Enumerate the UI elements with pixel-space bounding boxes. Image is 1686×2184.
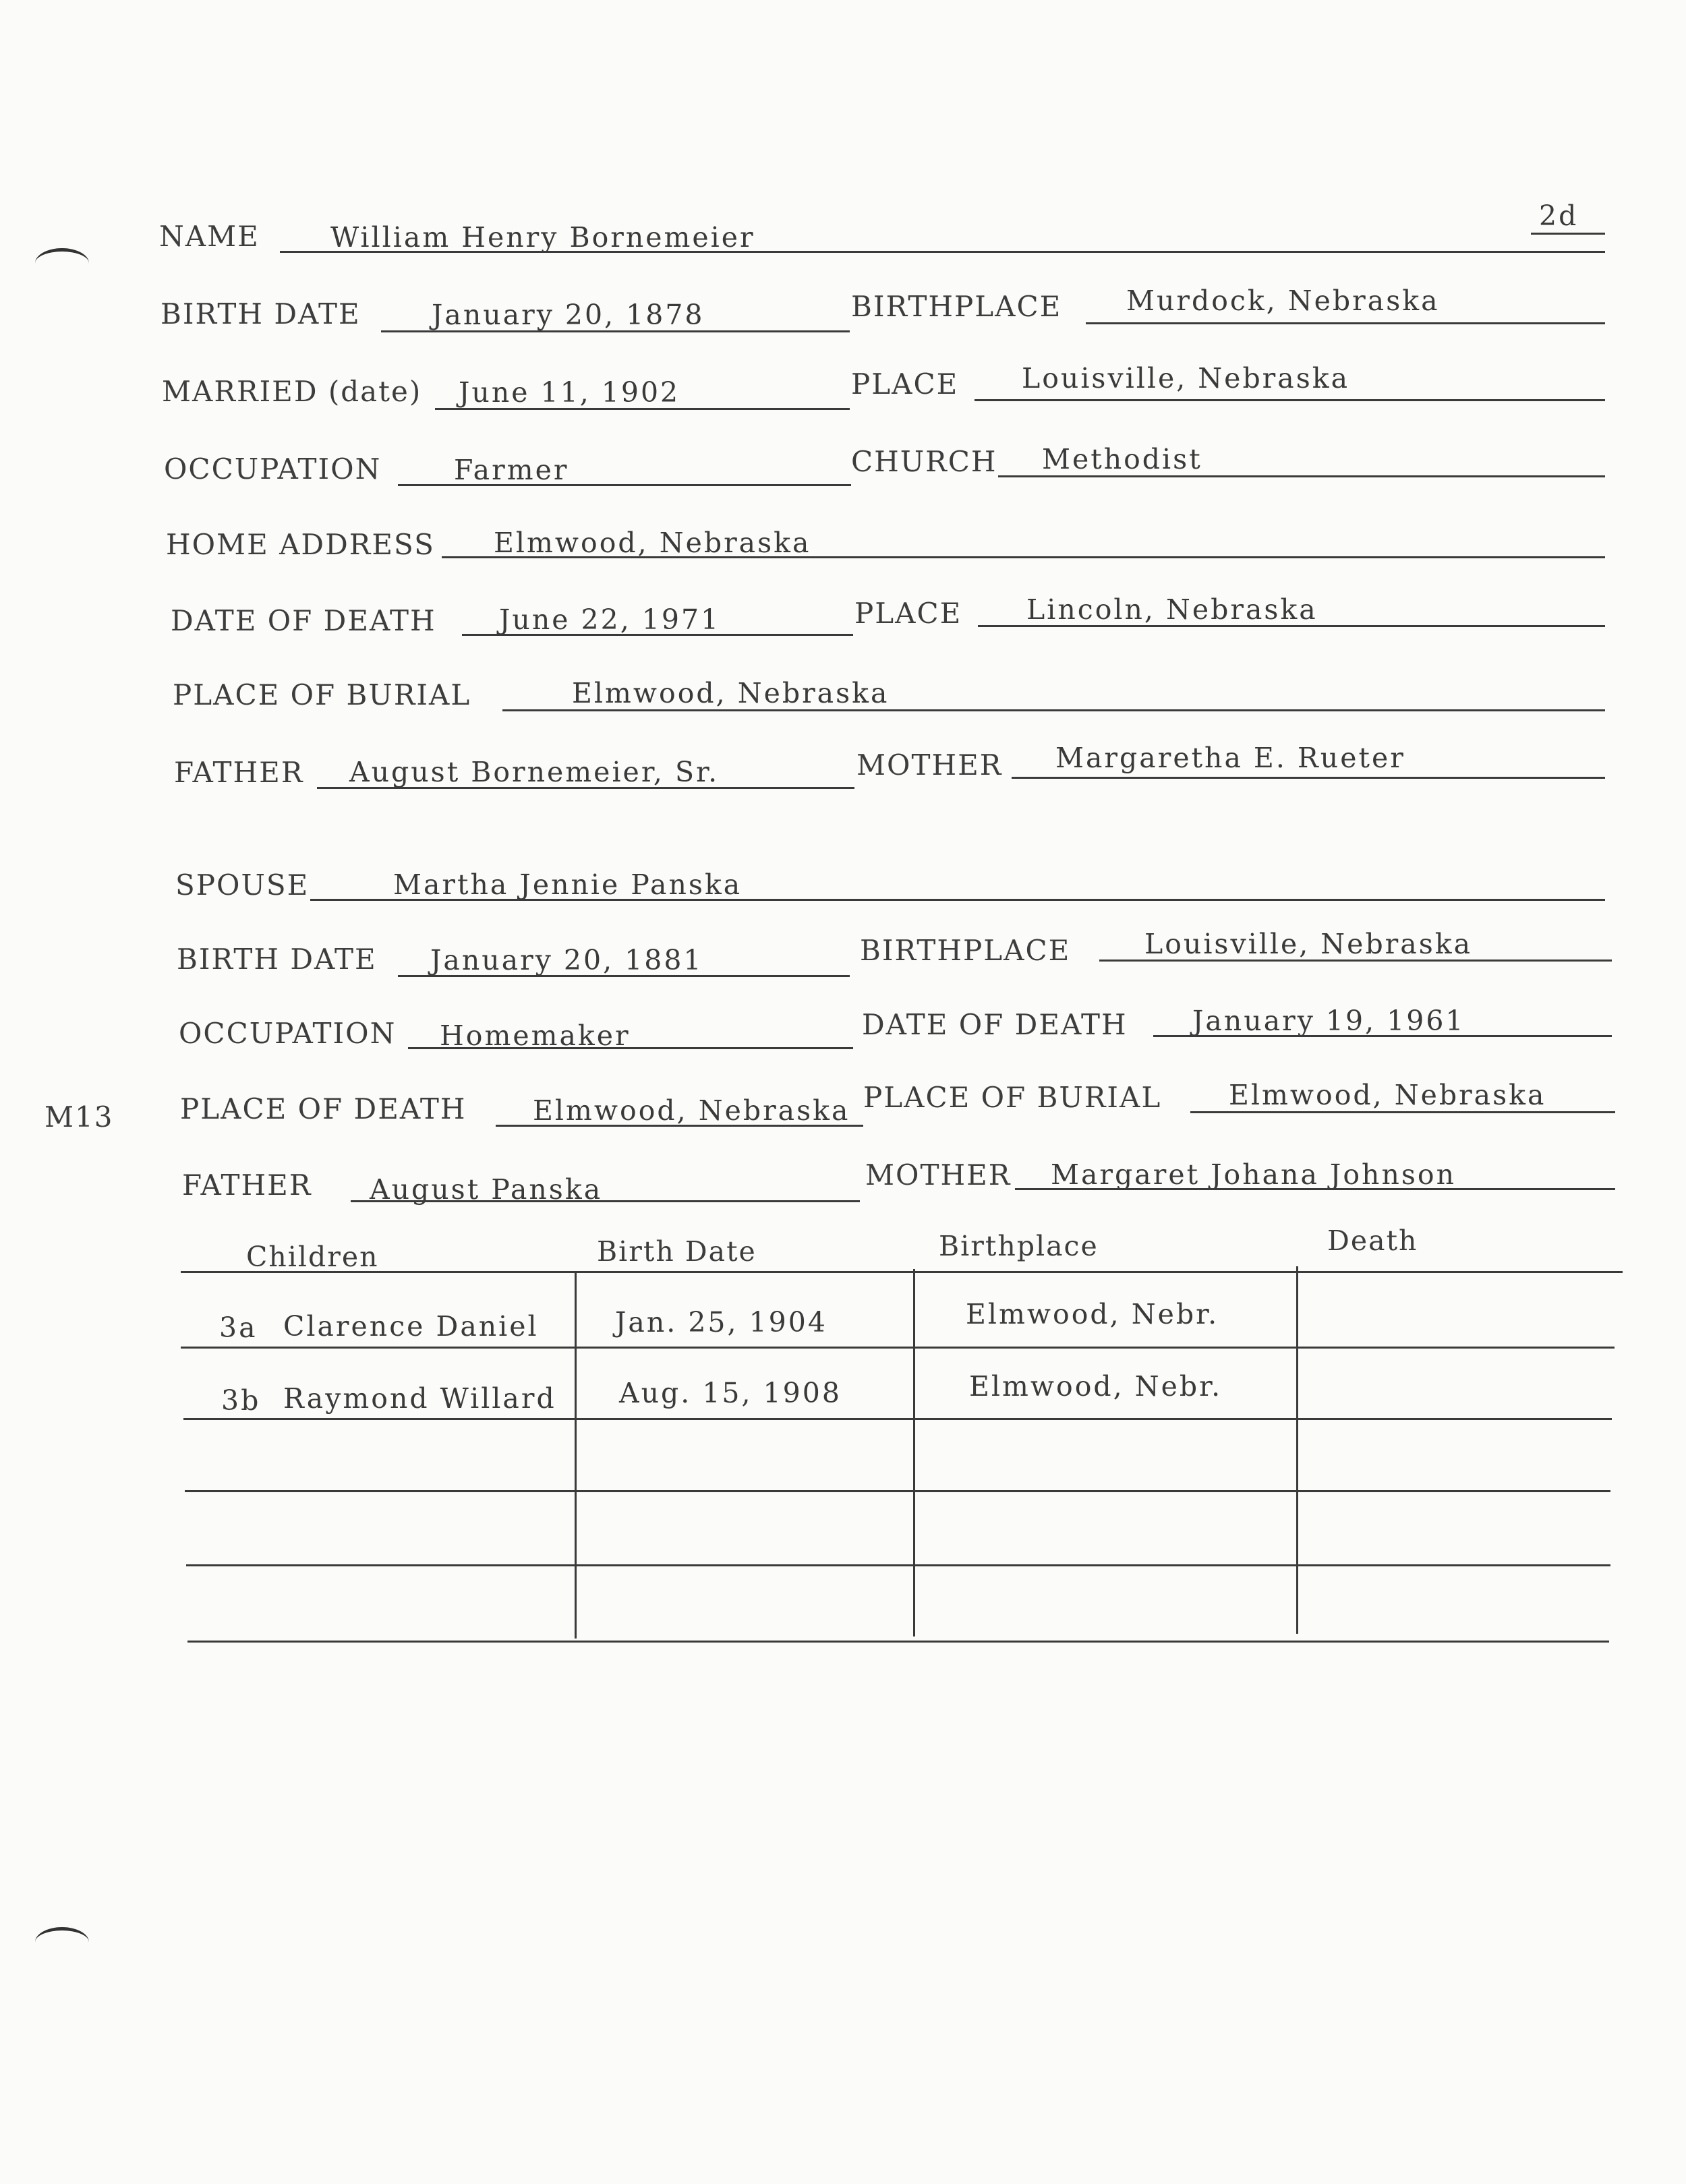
- married-value: June 11, 1902: [459, 376, 680, 409]
- occupation-value: Farmer: [454, 454, 569, 486]
- mother-value: Margaretha E. Rueter: [1055, 742, 1405, 774]
- spouse-birthplace-label: BIRTHPLACE: [860, 934, 1071, 967]
- table-col-divider-3: [1296, 1266, 1298, 1634]
- married-line: [435, 408, 850, 410]
- name-label: NAME: [159, 220, 260, 253]
- binder-hole-mark-top: [35, 248, 89, 278]
- birth-date-header: Birth Date: [597, 1235, 757, 1268]
- birth-date-label: BIRTH DATE: [161, 297, 361, 330]
- birthplace-header: Birthplace: [939, 1230, 1099, 1262]
- child-code: 3b: [221, 1384, 261, 1417]
- spouse-place-of-death-label: PLACE OF DEATH: [180, 1092, 467, 1125]
- spouse-birth-date-label: BIRTH DATE: [177, 943, 377, 976]
- margin-code: M13: [45, 1100, 114, 1133]
- spouse-date-of-death-line: [1153, 1035, 1612, 1037]
- spouse-date-of-death-label: DATE OF DEATH: [862, 1008, 1128, 1041]
- table-header-line: [181, 1271, 1623, 1273]
- place-of-burial-value: Elmwood, Nebraska: [572, 677, 890, 709]
- home-address-value: Elmwood, Nebraska: [494, 527, 811, 559]
- table-row-line-1: [181, 1347, 1615, 1349]
- birthplace-line: [1086, 322, 1605, 324]
- spouse-occupation-line: [408, 1047, 853, 1049]
- married-place-value: Louisville, Nebraska: [1022, 362, 1350, 394]
- spouse-label: SPOUSE: [175, 868, 310, 902]
- date-of-death-value: June 22, 1971: [499, 603, 721, 636]
- place-of-burial-line: [502, 709, 1605, 711]
- child-name: Clarence Daniel: [283, 1310, 539, 1342]
- birthplace-label: BIRTHPLACE: [851, 290, 1062, 323]
- father-value: August Bornemeier, Sr.: [349, 756, 720, 788]
- spouse-place-of-burial-line: [1190, 1111, 1615, 1113]
- birth-date-value: January 20, 1878: [432, 299, 705, 331]
- child-name: Raymond Willard: [283, 1382, 556, 1415]
- child-birthplace: Elmwood, Nebr.: [969, 1370, 1223, 1403]
- home-address-line: [442, 556, 1605, 558]
- spouse-father-line: [351, 1200, 860, 1202]
- name-value: William Henry Bornemeier: [330, 221, 755, 254]
- married-label: MARRIED (date): [162, 375, 422, 408]
- spouse-place-of-death-value: Elmwood, Nebraska: [533, 1094, 850, 1127]
- page-number-underline: [1531, 233, 1605, 235]
- child-birth-date: Jan. 25, 1904: [615, 1306, 827, 1338]
- table-row-line-2: [183, 1418, 1612, 1420]
- spouse-occupation-value: Homemaker: [440, 1020, 631, 1052]
- death-header: Death: [1327, 1224, 1418, 1257]
- spouse-place-of-death-line: [496, 1125, 863, 1127]
- death-place-line: [978, 625, 1605, 627]
- mother-label: MOTHER: [856, 748, 1003, 781]
- spouse-occupation-label: OCCUPATION: [179, 1017, 397, 1050]
- child-birthplace: Elmwood, Nebr.: [966, 1298, 1219, 1330]
- spouse-mother-line: [1015, 1188, 1615, 1190]
- spouse-birthplace-value: Louisville, Nebraska: [1144, 928, 1473, 960]
- table-row-line-3: [185, 1490, 1610, 1492]
- spouse-mother-label: MOTHER: [865, 1158, 1012, 1191]
- mother-line: [1012, 777, 1605, 779]
- child-code: 3a: [219, 1311, 258, 1344]
- table-col-divider-1: [575, 1271, 577, 1639]
- church-value: Methodist: [1042, 443, 1202, 475]
- child-birth-date: Aug. 15, 1908: [619, 1377, 842, 1409]
- date-of-death-line: [462, 634, 853, 636]
- place-of-burial-label: PLACE OF BURIAL: [173, 678, 471, 711]
- father-line: [317, 787, 854, 789]
- spouse-birth-date-value: January 20, 1881: [430, 944, 703, 976]
- spouse-line: [310, 899, 1605, 901]
- name-line: [280, 251, 1605, 253]
- spouse-birth-date-line: [398, 975, 850, 977]
- children-header: Children: [246, 1241, 379, 1273]
- spouse-place-of-burial-label: PLACE OF BURIAL: [863, 1081, 1162, 1114]
- occupation-label: OCCUPATION: [164, 452, 382, 485]
- spouse-place-of-burial-value: Elmwood, Nebraska: [1229, 1079, 1546, 1111]
- spouse-father-value: August Panska: [370, 1173, 603, 1206]
- binder-hole-mark-bottom: [35, 1927, 89, 1957]
- spouse-mother-value: Margaret Johana Johnson: [1051, 1158, 1456, 1191]
- occupation-line: [398, 484, 851, 486]
- spouse-date-of-death-value: January 19, 1961: [1192, 1005, 1465, 1037]
- married-place-label: PLACE: [851, 367, 959, 401]
- church-line: [998, 475, 1605, 477]
- table-col-divider-2: [913, 1269, 915, 1636]
- spouse-father-label: FATHER: [182, 1169, 312, 1202]
- married-place-line: [975, 399, 1605, 401]
- death-place-value: Lincoln, Nebraska: [1026, 593, 1318, 626]
- spouse-value: Martha Jennie Panska: [393, 868, 743, 901]
- home-address-label: HOME ADDRESS: [166, 528, 435, 561]
- spouse-birthplace-line: [1099, 960, 1612, 962]
- church-label: CHURCH: [851, 445, 997, 478]
- birth-date-line: [381, 330, 850, 332]
- death-place-label: PLACE: [854, 597, 962, 630]
- table-row-line-5: [187, 1641, 1609, 1643]
- date-of-death-label: DATE OF DEATH: [171, 604, 436, 637]
- table-row-line-4: [186, 1564, 1610, 1566]
- page-number: 2d: [1539, 200, 1579, 232]
- father-label: FATHER: [174, 756, 304, 789]
- birthplace-value: Murdock, Nebraska: [1126, 285, 1440, 317]
